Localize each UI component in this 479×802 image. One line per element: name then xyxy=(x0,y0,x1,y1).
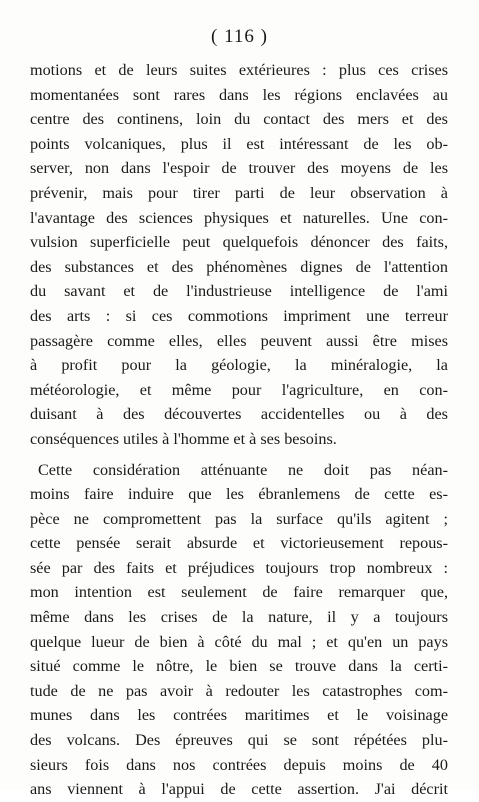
text-line: du savant et de l'industrieuse intelligence de l'ami xyxy=(30,282,448,301)
text-line: points volcaniques, plus il est intéressant de les ob- xyxy=(30,134,448,153)
text-line: des substances et des phénomènes dignes de l'attention xyxy=(30,257,448,276)
text-line: conséquences utiles à l'homme et à ses besoins. xyxy=(30,429,337,448)
paragraph-2 xyxy=(30,458,448,802)
text-line: même dans les crises de la nature, il y a toujours xyxy=(30,608,448,627)
text-line: munes dans les contrées maritimes et le voisinage xyxy=(30,706,448,725)
page-number: ( 116 ) xyxy=(211,26,268,47)
body-text xyxy=(30,58,448,802)
text-line: moins faire induire que les ébranlemens de cette es- xyxy=(30,485,448,504)
text-line: à profit pour la géologie, la minéralogie, la xyxy=(30,356,448,375)
paragraph-1 xyxy=(30,58,448,452)
text-line: des arts : si ces commotions impriment une terreur xyxy=(30,306,448,325)
text-line: l'avantage des sciences physiques et naturelles. Une con- xyxy=(30,208,448,227)
text-line: server, non dans l'espoir de trouver des moyens de les xyxy=(30,159,448,178)
text-line: mon intention est seulement de faire remarquer que, xyxy=(30,583,448,602)
text-line: passagère comme elles, elles peuvent aussi être mises xyxy=(30,331,448,350)
text-line: duisant à des découvertes accidentelles ou à des xyxy=(30,405,448,424)
text-line: tude de ne pas avoir à redouter les catastrophes com- xyxy=(30,681,448,700)
text-line: vulsion superficielle peut quelquefois dénoncer des faits, xyxy=(30,233,448,252)
text-line: quelque lueur de bien à côté du mal ; et qu'en un pays xyxy=(30,632,448,651)
text-line: motions et de leurs suites extérieures : plus ces crises xyxy=(30,61,448,79)
text-line: des volcans. Des épreuves qui se sont répétées plu- xyxy=(30,731,448,750)
text-line: prévenir, mais pour tirer parti de leur observation à xyxy=(30,183,448,202)
text-line: centre des continens, loin du contact des mers et des xyxy=(30,110,448,129)
text-line: Cette considération atténuante ne doit pas néan- xyxy=(38,460,448,479)
text-line: cette pensée serait absurde et victorieusement repous- xyxy=(30,534,448,553)
text-line: ans viennent à l'appui de cette assertion. J'ai décrit xyxy=(30,780,448,799)
text-line: sieurs fois dans nos contrées depuis moins de 40 xyxy=(30,755,448,774)
text-line: sée par des faits et préjudices toujours trop nombreux : xyxy=(30,558,448,577)
text-line: momentanées sont rares dans les régions enclavées au xyxy=(30,85,448,104)
text-line: situé comme le nôtre, le bien se trouve dans la certi- xyxy=(30,657,448,676)
text-line: météorologie, et même pour l'agriculture, en con- xyxy=(30,380,448,399)
text-line: pèce ne compromettent pas la surface qu'ils agitent ; xyxy=(30,509,448,528)
